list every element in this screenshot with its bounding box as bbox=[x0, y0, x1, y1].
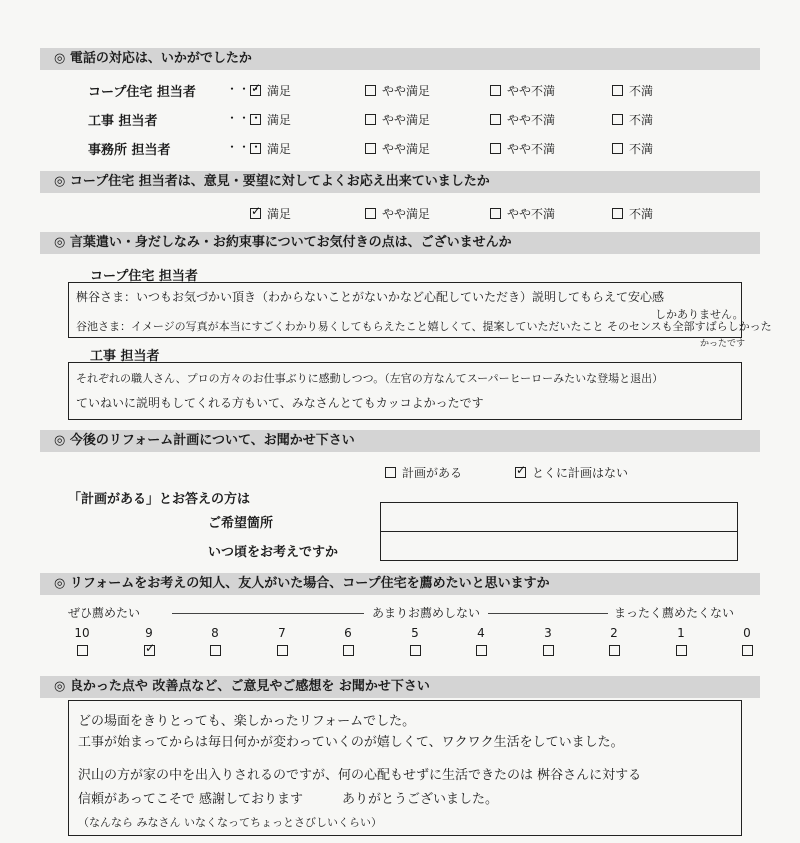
q1-checkbox[interactable] bbox=[490, 143, 501, 154]
feedback-line-1: どの場面をきりとっても、楽しかったリフォームでした。 bbox=[78, 714, 416, 729]
q1-option[interactable] bbox=[250, 111, 291, 128]
q1-option-label: やや満足 bbox=[382, 113, 431, 127]
q1-option-label: 満足 bbox=[267, 113, 292, 127]
q1-row-label: 事務所 担当者 bbox=[88, 143, 171, 158]
q1-option-label: 満足 bbox=[267, 142, 292, 156]
plan-yes-label: 計画がある bbox=[402, 466, 463, 480]
scale-number: 10 bbox=[74, 626, 90, 640]
q2-checkbox[interactable] bbox=[490, 208, 501, 219]
q1-row-dots: ・・・ bbox=[226, 111, 263, 125]
q1-row-label: 工事 担当者 bbox=[88, 114, 158, 129]
scale-number: 4 bbox=[477, 626, 485, 640]
q1-option[interactable] bbox=[612, 82, 653, 99]
q2-option[interactable] bbox=[250, 205, 291, 222]
scale-checkbox[interactable] bbox=[609, 645, 620, 656]
q1-option[interactable] bbox=[612, 111, 653, 128]
scale-checkbox[interactable] bbox=[144, 645, 155, 656]
q1-option-label: やや不満 bbox=[507, 113, 556, 127]
q2-checkbox[interactable] bbox=[250, 208, 261, 219]
q1-option-label: 不満 bbox=[629, 84, 654, 98]
q6-header: ◎ 良かった点や 改善点など、ご意見やご感想を お聞かせ下さい bbox=[40, 676, 760, 698]
plan-yes-option[interactable] bbox=[385, 464, 462, 481]
q1-row-dots: ・・・ bbox=[226, 82, 263, 96]
koji-comment-line-2: ていねいに説明もしてくれる方もいて、みなさんとてもカッコよかったです bbox=[76, 396, 484, 410]
timing-input[interactable] bbox=[380, 531, 738, 561]
q1-checkbox[interactable] bbox=[490, 85, 501, 96]
scale-checkbox[interactable] bbox=[210, 645, 221, 656]
q5-header: ◎ リフォームをお考えの知人、友人がいた場合、コープ住宅を薦めたいと思いますか bbox=[40, 573, 760, 595]
scale-number: 5 bbox=[411, 626, 419, 640]
q2-header: ◎ コープ住宅 担当者は、意見・要望に対してよくお応え出来ていましたか bbox=[40, 171, 760, 193]
q1-checkbox[interactable] bbox=[612, 143, 623, 154]
scale-checkbox[interactable] bbox=[343, 645, 354, 656]
q1-option-label: やや不満 bbox=[507, 142, 556, 156]
q1-row-dots: ・・・ bbox=[226, 140, 263, 154]
q1-option[interactable] bbox=[490, 111, 555, 128]
q1-checkbox[interactable] bbox=[612, 114, 623, 125]
feedback-line-4: 信頼があってこそで 感謝しております ありがとうございました。 bbox=[78, 792, 499, 807]
q2-option-label: やや満足 bbox=[382, 207, 431, 221]
q1-checkbox[interactable] bbox=[365, 114, 376, 125]
q1-option-label: 満足 bbox=[267, 84, 292, 98]
coop-comment-line-4: かったです bbox=[700, 339, 746, 349]
q1-option[interactable] bbox=[365, 82, 430, 99]
scale-number: 6 bbox=[344, 626, 352, 640]
plan-no-label: とくに計画はない bbox=[532, 466, 629, 480]
scale-checkbox[interactable] bbox=[77, 645, 88, 656]
q2-checkbox[interactable] bbox=[365, 208, 376, 219]
coop-staff-label: コープ住宅 担当者 bbox=[90, 269, 198, 284]
q2-checkbox[interactable] bbox=[612, 208, 623, 219]
q2-option-label: 満足 bbox=[267, 207, 292, 221]
q1-row-label: コープ住宅 担当者 bbox=[88, 85, 196, 100]
plan-no-option[interactable] bbox=[515, 464, 628, 481]
feedback-line-5: （なんなら みなさん いなくなってちょっとさびしいくらい） bbox=[78, 816, 382, 829]
scale-number: 8 bbox=[211, 626, 219, 640]
q1-option[interactable] bbox=[490, 140, 555, 157]
scale-number: 2 bbox=[610, 626, 618, 640]
scale-right-label: まったく薦めたくない bbox=[614, 606, 735, 620]
scale-left-label: ぜひ薦めたい bbox=[68, 606, 141, 620]
scale-number: 3 bbox=[544, 626, 552, 640]
scale-checkbox[interactable] bbox=[543, 645, 554, 656]
feedback-line-2: 工事が始まってからは毎日何かが変わっていくのが嬉しくて、ワクワク生活をしていました。 bbox=[78, 735, 624, 750]
q1-option-label: 不満 bbox=[629, 142, 654, 156]
scale-checkbox[interactable] bbox=[476, 645, 487, 656]
q1-option[interactable] bbox=[490, 82, 555, 99]
plan-prompt: 「計画がある」とお答えの方は bbox=[68, 492, 251, 507]
q4-header: ◎ 今後のリフォーム計画について、お聞かせ下さい bbox=[40, 430, 760, 452]
scale-number: 7 bbox=[278, 626, 286, 640]
q3-header: ◎ 言葉遣い・身だしなみ・お約束事についてお気付きの点は、ございませんか bbox=[40, 232, 760, 254]
desired-location-label: ご希望箇所 bbox=[208, 516, 274, 531]
q1-checkbox[interactable] bbox=[250, 85, 261, 96]
q1-checkbox[interactable] bbox=[365, 85, 376, 96]
q1-option-label: やや満足 bbox=[382, 142, 431, 156]
coop-comment-line-3: 谷池さま：イメージの写真が本当にすごくわかり易くしてもらえたこと嬉しくて、提案していただいたこと そのセンスも全部すばらしかった bbox=[76, 320, 772, 333]
q1-checkbox[interactable] bbox=[365, 143, 376, 154]
plan-yes-checkbox[interactable] bbox=[385, 467, 396, 478]
q1-checkbox[interactable] bbox=[490, 114, 501, 125]
q2-option[interactable] bbox=[612, 205, 653, 222]
q1-option[interactable] bbox=[250, 140, 291, 157]
scale-number: 1 bbox=[677, 626, 685, 640]
scale-number: 9 bbox=[145, 626, 153, 640]
coop-comment-line-2: しかありません。 bbox=[655, 308, 744, 321]
q1-option-label: やや満足 bbox=[382, 84, 431, 98]
plan-no-checkbox[interactable] bbox=[515, 467, 526, 478]
q1-option[interactable] bbox=[612, 140, 653, 157]
q1-option[interactable] bbox=[250, 82, 291, 99]
q1-checkbox[interactable] bbox=[250, 143, 261, 154]
q1-header: ◎ 電話の対応は、いかがでしたか bbox=[40, 48, 760, 70]
q1-checkbox[interactable] bbox=[612, 85, 623, 96]
scale-checkbox[interactable] bbox=[277, 645, 288, 656]
scale-mid-label: あまりお薦めしない bbox=[372, 606, 481, 620]
scale-checkbox[interactable] bbox=[676, 645, 687, 656]
q1-checkbox[interactable] bbox=[250, 114, 261, 125]
koji-comment-line-1: それぞれの職人さん、プロの方々のお仕事ぶりに感動しつつ。（左官の方なんてスーパーヒーローみたいな登場と退出） bbox=[76, 372, 664, 385]
q1-option-label: やや不満 bbox=[507, 84, 556, 98]
scale-checkbox[interactable] bbox=[410, 645, 421, 656]
q2-option[interactable] bbox=[365, 205, 430, 222]
scale-number: 0 bbox=[743, 626, 751, 640]
scale-line-right bbox=[488, 613, 608, 614]
feedback-line-3: 沢山の方が家の中を出入りされるのですが、何の心配もせずに生活できたのは 桝谷さんに対する bbox=[78, 768, 642, 783]
koji-staff-label: 工事 担当者 bbox=[90, 349, 160, 364]
q1-option[interactable] bbox=[365, 111, 430, 128]
scale-checkbox[interactable] bbox=[742, 645, 753, 656]
q1-option[interactable] bbox=[365, 140, 430, 157]
q1-option-label: 不満 bbox=[629, 113, 654, 127]
scale-line-left bbox=[172, 613, 364, 614]
coop-comment-line-1: 桝谷さま：いつもお気づかい頂き（わからないことがないかなど心配していただき）説明してもらえて安心感 bbox=[76, 290, 665, 304]
q2-option-label: やや不満 bbox=[507, 207, 556, 221]
q2-option-label: 不満 bbox=[629, 207, 654, 221]
desired-location-input[interactable] bbox=[380, 502, 738, 532]
timing-label: いつ頃をお考えですか bbox=[208, 545, 339, 560]
q2-option[interactable] bbox=[490, 205, 555, 222]
